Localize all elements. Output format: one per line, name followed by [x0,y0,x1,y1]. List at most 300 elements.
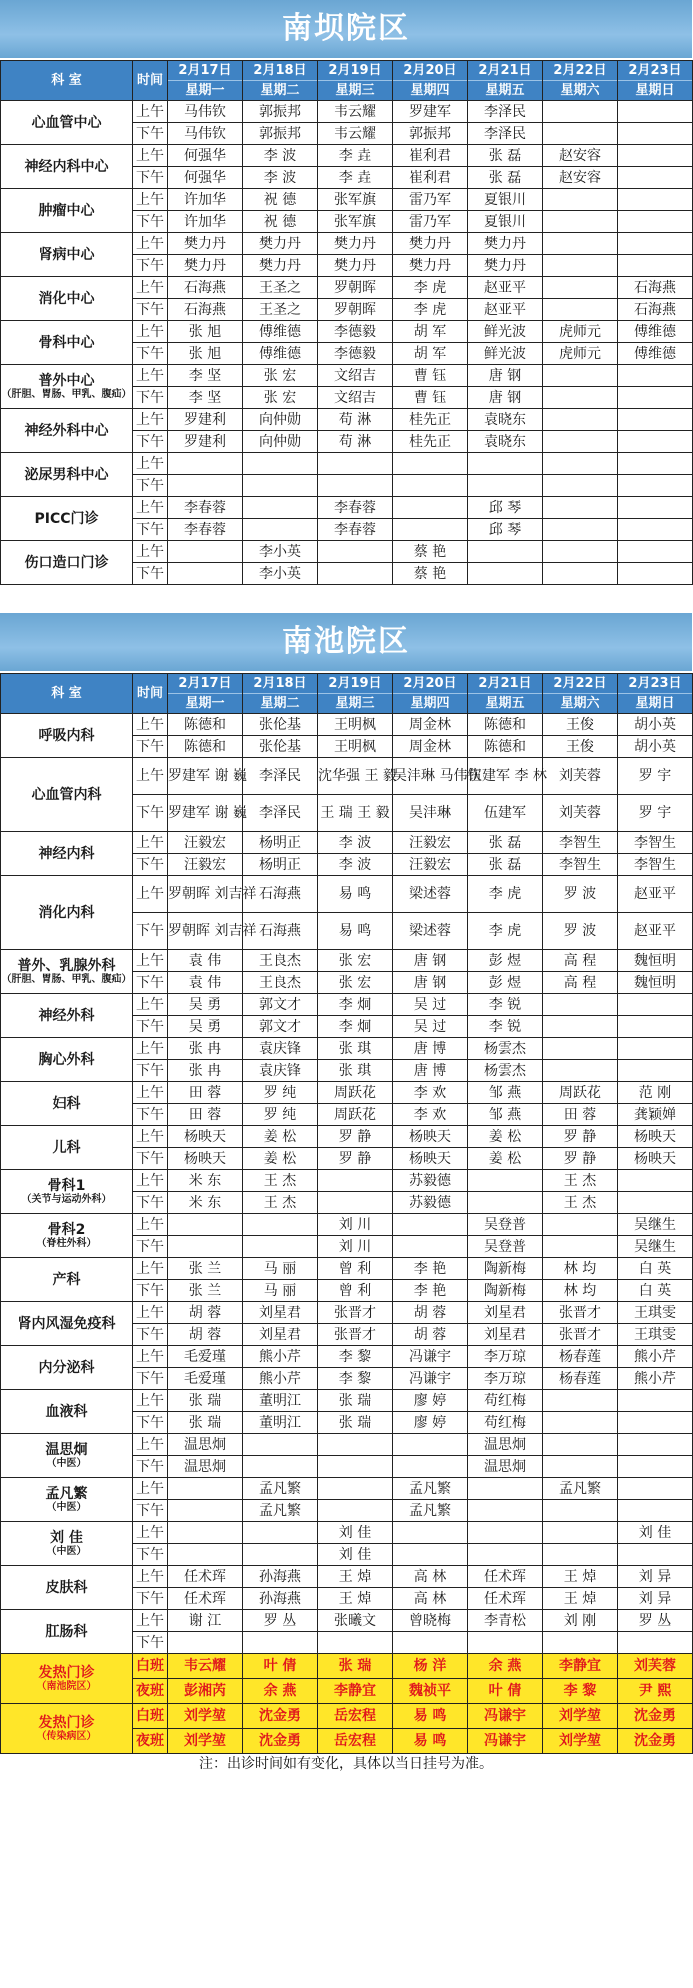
header-day [168,674,243,714]
doctor-cell: 易 鸣 [318,876,393,913]
doctor-cell: 易 鸣 [393,1704,468,1729]
table-row [1,832,693,854]
doctor-cell: 王 杰 [243,1170,318,1192]
doctor-cell: 杨明正 [243,832,318,854]
doctor-cell [543,431,618,453]
doctor-cell: 张 瑞 [168,1390,243,1412]
table-row [1,541,693,563]
doctor-cell: 唐 钢 [468,365,543,387]
doctor-cell: 曹 钰 [393,365,468,387]
doctor-cell [618,475,693,497]
doctor-cell: 陈德和 [168,714,243,736]
doctor-cell: 王俊 [543,736,618,758]
doctor-cell: 苏毅德 [393,1170,468,1192]
doctor-cell: 李智生 [543,832,618,854]
dept-label: 妇科 [52,1095,81,1112]
time-am: 上午 [133,758,168,795]
doctor-cell: 张 兰 [168,1280,243,1302]
doctor-cell: 范 刚 [618,1082,693,1104]
doctor-cell: 杨映天 [393,1148,468,1170]
dept-name [1,321,133,365]
doctor-cell: 许加华 [168,211,243,233]
doctor-cell [543,1214,618,1236]
doctor-cell [543,299,618,321]
doctor-cell: 樊力丹 [243,255,318,277]
doctor-cell: 魏恒明 [618,950,693,972]
doctor-cell [468,453,543,475]
time-pm: 下午 [133,343,168,365]
doctor-cell: 王俊 [543,714,618,736]
time-pm: 下午 [133,1456,168,1478]
doctor-cell: 张 宏 [243,365,318,387]
doctor-cell [468,541,543,563]
doctor-cell: 杨映天 [168,1148,243,1170]
doctor-cell: 张 瑞 [168,1412,243,1434]
doctor-cell [543,1632,618,1654]
doctor-cell: 胡小英 [618,714,693,736]
doctor-cell: 曾晓梅 [393,1610,468,1632]
doctor-cell: 吴沣琳 [393,795,468,832]
doctor-cell: 王良杰 [243,950,318,972]
doctor-cell: 吴 勇 [168,994,243,1016]
header-day [243,674,318,714]
doctor-cell: 傅维德 [243,343,318,365]
doctor-cell [468,475,543,497]
time-pm: 下午 [133,475,168,497]
doctor-cell [543,101,618,123]
dept-label: 消化内科 [38,904,95,921]
doctor-cell [543,1390,618,1412]
doctor-cell: 张 磊 [468,832,543,854]
doctor-cell: 袁晓东 [468,409,543,431]
header-time: 时间 [133,674,168,714]
doctor-cell: 胡 蓉 [168,1324,243,1346]
doctor-cell: 李 黎 [318,1346,393,1368]
table-row [1,758,693,795]
doctor-cell [543,1016,618,1038]
doctor-cell: 王 焯 [318,1566,393,1588]
doctor-cell [393,497,468,519]
table-row [1,1170,693,1192]
table-row [1,1522,693,1544]
doctor-cell [243,1236,318,1258]
doctor-cell: 罗 宇 [618,758,693,795]
doctor-cell: 林 均 [543,1280,618,1302]
table-row [1,1214,693,1236]
header-weekday: 星期日 [618,693,692,713]
doctor-cell: 吴继生 [618,1236,693,1258]
doctor-cell [468,1478,543,1500]
time-pm: 下午 [133,1060,168,1082]
table-row [1,1566,693,1588]
doctor-cell: 石海燕 [618,299,693,321]
dept-label: 刘 佳 [50,1529,83,1546]
doctor-cell: 苟红梅 [468,1390,543,1412]
header-date: 2月19日 [328,676,382,691]
dept-label: 普外中心 [38,372,95,389]
doctor-cell: 雷乃军 [393,211,468,233]
doctor-cell: 孟凡繁 [543,1478,618,1500]
doctor-cell [543,497,618,519]
doctor-cell: 岳宏程 [318,1729,393,1754]
shift-day: 白班 [133,1654,168,1679]
doctor-cell: 傅维德 [243,321,318,343]
dept-subtitle: （中医） [46,1501,87,1513]
doctor-cell: 沈金勇 [243,1704,318,1729]
doctor-cell: 刘星君 [468,1324,543,1346]
dept-label: 胸心外科 [38,1051,95,1068]
doctor-cell: 李 黎 [318,1368,393,1390]
doctor-cell: 樊力丹 [318,255,393,277]
doctor-cell: 张 琪 [318,1060,393,1082]
doctor-cell [543,563,618,585]
doctor-cell: 鲜光波 [468,321,543,343]
time-am: 上午 [133,1082,168,1104]
doctor-cell: 刘学堃 [168,1729,243,1754]
doctor-cell: 石海燕 [243,913,318,950]
doctor-cell [318,1170,393,1192]
doctor-cell [543,1500,618,1522]
dept-label: 骨科1 [47,1177,86,1194]
time-am: 上午 [133,145,168,167]
doctor-cell: 张伦基 [243,714,318,736]
header-day [468,61,543,101]
header-day [393,674,468,714]
doctor-cell: 张晋才 [318,1324,393,1346]
doctor-cell [318,1478,393,1500]
shift-day: 白班 [133,1704,168,1729]
doctor-cell [243,1632,318,1654]
doctor-cell: 伍建军 [468,795,543,832]
dept-name [1,1258,133,1302]
table-row [1,1082,693,1104]
doctor-cell: 沈华强 王 毅 [318,758,393,795]
header-weekday: 星期五 [468,80,542,100]
dept-name [1,409,133,453]
doctor-cell [393,475,468,497]
doctor-cell: 刘 佳 [318,1522,393,1544]
doctor-cell: 杨映天 [618,1148,693,1170]
dept-subtitle: （中医） [46,1457,87,1469]
doctor-cell: 罗建军 [393,101,468,123]
doctor-cell: 李 虎 [393,277,468,299]
doctor-cell: 傅维德 [618,321,693,343]
doctor-cell: 温思炯 [468,1456,543,1478]
doctor-cell: 张 瑞 [318,1654,393,1679]
shift-night: 夜班 [133,1679,168,1704]
table-row [1,189,693,211]
doctor-cell: 廖 婷 [393,1390,468,1412]
doctor-cell: 刘 异 [618,1566,693,1588]
doctor-cell: 杨春莲 [543,1368,618,1390]
doctor-cell: 苟红梅 [468,1412,543,1434]
doctor-cell: 温思炯 [468,1434,543,1456]
dept-subtitle: （传染病区） [36,1730,97,1742]
doctor-cell [618,563,693,585]
doctor-cell: 叶 倩 [243,1654,318,1679]
doctor-cell: 周跃花 [318,1104,393,1126]
doctor-cell [468,1544,543,1566]
doctor-cell: 王 瑞 王 毅 [318,795,393,832]
doctor-cell [318,475,393,497]
time-pm: 下午 [133,913,168,950]
dept-name [1,145,133,189]
doctor-cell: 曾 利 [318,1280,393,1302]
doctor-cell: 张 冉 [168,1060,243,1082]
dept-name [1,758,133,832]
doctor-cell [318,1192,393,1214]
header-date: 2月21日 [478,63,532,78]
doctor-cell: 胡 蓉 [168,1302,243,1324]
time-am: 上午 [133,1434,168,1456]
doctor-cell [618,1016,693,1038]
doctor-cell: 李 欢 [393,1104,468,1126]
doctor-cell: 马 丽 [243,1258,318,1280]
fever-row [1,1704,693,1729]
time-pm: 下午 [133,431,168,453]
doctor-cell: 李静宜 [318,1679,393,1704]
doctor-cell: 祝 德 [243,189,318,211]
doctor-cell: 罗朝晖 [318,299,393,321]
doctor-cell: 郭振邦 [243,101,318,123]
doctor-cell: 田 蓉 [168,1082,243,1104]
doctor-cell: 刘芙蓉 [543,795,618,832]
time-pm: 下午 [133,854,168,876]
dept-label: 神经外科 [38,1007,95,1024]
doctor-cell: 王 焯 [543,1566,618,1588]
doctor-cell: 罗建军 谢 巍 [168,758,243,795]
doctor-cell: 张 旭 [168,321,243,343]
doctor-cell [318,1500,393,1522]
doctor-cell [168,1522,243,1544]
doctor-cell: 孙海燕 [243,1588,318,1610]
doctor-cell [318,1434,393,1456]
nanchi-schedule-table [0,673,693,1754]
doctor-cell: 杨春莲 [543,1346,618,1368]
header-date: 2月23日 [628,676,682,691]
doctor-cell: 田 蓉 [543,1104,618,1126]
doctor-cell: 毛爱瑾 [168,1346,243,1368]
doctor-cell [543,255,618,277]
doctor-cell: 刘 佳 [318,1544,393,1566]
doctor-cell: 李 波 [243,167,318,189]
doctor-cell [243,497,318,519]
doctor-cell: 郭文才 [243,994,318,1016]
doctor-cell: 袁庆锋 [243,1038,318,1060]
dept-subtitle: （脊柱外科） [36,1237,97,1249]
doctor-cell: 张 瑞 [318,1412,393,1434]
doctor-cell: 吴 过 [393,1016,468,1038]
dept-name [1,365,133,409]
doctor-cell: 李泽民 [468,123,543,145]
doctor-cell: 袁庆锋 [243,1060,318,1082]
time-am: 上午 [133,1522,168,1544]
doctor-cell: 樊力丹 [468,255,543,277]
doctor-cell [618,1192,693,1214]
doctor-cell: 刘学堃 [543,1704,618,1729]
table-row [1,233,693,255]
doctor-cell: 郭文才 [243,1016,318,1038]
doctor-cell: 刘星君 [243,1324,318,1346]
doctor-cell: 雷乃军 [393,189,468,211]
doctor-cell: 王圣之 [243,299,318,321]
time-pm: 下午 [133,299,168,321]
dept-label: 心血管内科 [31,786,102,803]
doctor-cell: 李 欢 [393,1082,468,1104]
doctor-cell: 冯谦宇 [468,1704,543,1729]
dept-subtitle: （肝胆、胃肠、甲乳、腹疝） [1,973,132,985]
doctor-cell: 冯谦宇 [393,1368,468,1390]
doctor-cell: 罗朝晖 刘吉祥 [168,876,243,913]
doctor-cell: 龚颖婵 [618,1104,693,1126]
doctor-cell: 刘 佳 [618,1522,693,1544]
doctor-cell: 鲜光波 [468,343,543,365]
doctor-cell: 彭 煜 [468,972,543,994]
doctor-cell: 傅维德 [618,343,693,365]
doctor-cell: 郭振邦 [393,123,468,145]
doctor-cell: 吴登普 [468,1214,543,1236]
doctor-cell: 袁 伟 [168,972,243,994]
time-pm: 下午 [133,1324,168,1346]
doctor-cell: 罗建军 谢 巍 [168,795,243,832]
time-pm: 下午 [133,255,168,277]
doctor-cell: 袁晓东 [468,431,543,453]
dept-name [1,950,133,994]
doctor-cell: 石海燕 [168,277,243,299]
time-pm: 下午 [133,1236,168,1258]
doctor-cell: 石海燕 [168,299,243,321]
doctor-cell: 熊小芹 [243,1368,318,1390]
time-am: 上午 [133,1214,168,1236]
doctor-cell: 陈德和 [168,736,243,758]
nanba-section [0,0,692,585]
dept-label: 神经内科中心 [24,158,109,175]
doctor-cell [543,365,618,387]
doctor-cell [618,431,693,453]
doctor-cell [543,1456,618,1478]
doctor-cell [618,255,693,277]
time-pm: 下午 [133,1368,168,1390]
doctor-cell: 陈德和 [468,714,543,736]
doctor-cell: 虎师元 [543,343,618,365]
dept-label: 内分泌科 [38,1359,95,1376]
dept-name [1,1704,133,1754]
doctor-cell [543,409,618,431]
doctor-cell: 温思炯 [168,1434,243,1456]
doctor-cell: 罗建利 [168,431,243,453]
doctor-cell: 樊力丹 [393,233,468,255]
header-day [468,674,543,714]
doctor-cell: 谢 江 [168,1610,243,1632]
doctor-cell: 汪毅宏 [168,832,243,854]
doctor-cell: 吴沣琳 马伟钦 [393,758,468,795]
doctor-cell: 罗 静 [543,1126,618,1148]
doctor-cell: 蔡 艳 [393,541,468,563]
doctor-cell: 米 东 [168,1170,243,1192]
doctor-cell: 桂先正 [393,409,468,431]
doctor-cell: 张 磊 [468,145,543,167]
doctor-cell: 董明江 [243,1412,318,1434]
doctor-cell: 胡小英 [618,736,693,758]
doctor-cell: 魏恒明 [618,972,693,994]
doctor-cell [468,1632,543,1654]
doctor-cell [618,145,693,167]
dept-label: 呼吸内科 [38,727,95,744]
doctor-cell [168,1544,243,1566]
time-pm: 下午 [133,795,168,832]
table-row [1,1478,693,1500]
header-weekday: 星期三 [318,80,392,100]
dept-name [1,832,133,876]
doctor-cell: 马伟钦 [168,123,243,145]
doctor-cell: 吴 勇 [168,1016,243,1038]
doctor-cell [543,1412,618,1434]
doctor-cell: 祝 德 [243,211,318,233]
header-weekday: 星期日 [618,80,692,100]
doctor-cell [243,1522,318,1544]
dept-label: 产科 [52,1271,81,1288]
doctor-cell: 白 英 [618,1280,693,1302]
doctor-cell [543,1060,618,1082]
doctor-cell: 胡 蓉 [393,1302,468,1324]
doctor-cell: 李小英 [243,563,318,585]
doctor-cell: 桂先正 [393,431,468,453]
doctor-cell: 林 均 [543,1258,618,1280]
dept-name [1,1082,133,1126]
dept-name [1,1654,133,1704]
dept-name [1,714,133,758]
doctor-cell [618,1390,693,1412]
doctor-cell: 王良杰 [243,972,318,994]
time-am: 上午 [133,1346,168,1368]
nanba-title: 南坝院区 [0,0,692,60]
doctor-cell: 李泽民 [243,758,318,795]
doctor-cell: 赵亚平 [468,299,543,321]
doctor-cell: 李德毅 [318,321,393,343]
doctor-cell: 赵亚平 [468,277,543,299]
time-pm: 下午 [133,1412,168,1434]
doctor-cell: 伍建军 李 林 [468,758,543,795]
doctor-cell: 汪毅宏 [393,854,468,876]
doctor-cell: 张军旗 [318,211,393,233]
doctor-cell: 罗 丛 [618,1610,693,1632]
doctor-cell: 王 焯 [318,1588,393,1610]
doctor-cell: 高 程 [543,972,618,994]
doctor-cell: 刘 刚 [543,1610,618,1632]
doctor-cell [318,1632,393,1654]
doctor-cell: 孟凡繁 [393,1500,468,1522]
doctor-cell: 李泽民 [468,101,543,123]
dept-name [1,277,133,321]
table-row [1,321,693,343]
header-day [318,61,393,101]
doctor-cell: 尹 熙 [618,1679,693,1704]
doctor-cell [543,519,618,541]
doctor-cell: 冯谦宇 [393,1346,468,1368]
time-am: 上午 [133,714,168,736]
doctor-cell: 杨 洋 [393,1654,468,1679]
doctor-cell: 吴 过 [393,994,468,1016]
doctor-cell: 李智生 [618,832,693,854]
doctor-cell: 张 冉 [168,1038,243,1060]
doctor-cell: 曾 利 [318,1258,393,1280]
dept-label: 神经外科中心 [24,422,109,439]
doctor-cell: 李春蓉 [318,519,393,541]
doctor-cell: 邱 琴 [468,497,543,519]
doctor-cell: 曹 钰 [393,387,468,409]
doctor-cell: 高 林 [393,1566,468,1588]
time-pm: 下午 [133,1104,168,1126]
